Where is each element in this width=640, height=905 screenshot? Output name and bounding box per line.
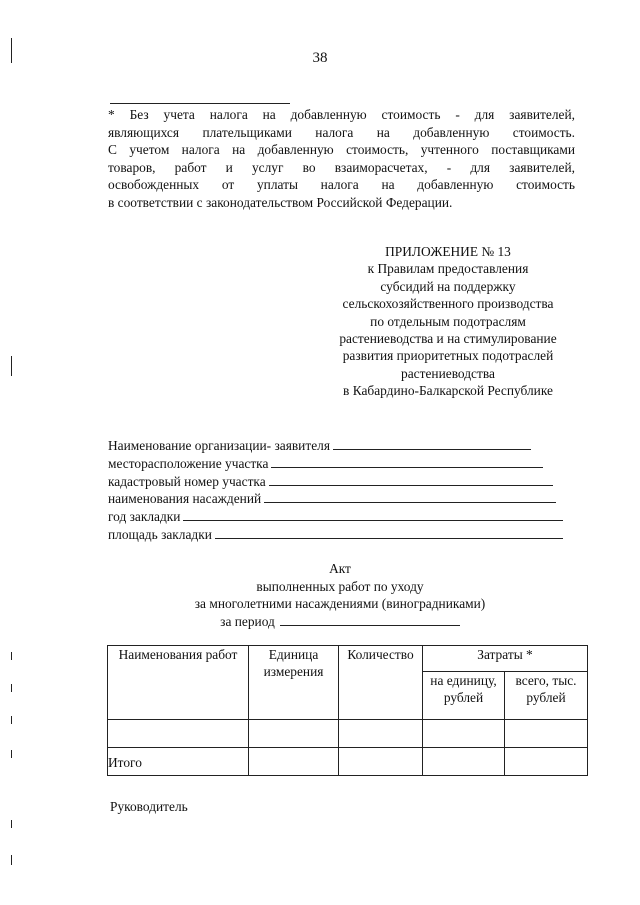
appendix-title: ПРИЛОЖЕНИЕ № 13 <box>385 244 511 259</box>
field-label: год закладки <box>108 509 181 525</box>
appendix-line: в Кабардино-Балкарской Республике <box>343 383 553 399</box>
act-heading <box>140 560 540 630</box>
margin-mark <box>11 356 12 376</box>
table-cell[interactable] <box>249 748 339 776</box>
period-input[interactable] <box>280 613 460 626</box>
period-label: за период <box>220 613 275 629</box>
footnote-line: С учетом налога на добавленную стоимость, учтенного поставщиками <box>108 142 575 157</box>
costs-table <box>107 645 588 776</box>
margin-mark <box>11 820 12 828</box>
header-total: всего, тыс. рублей <box>505 672 588 720</box>
table-cell[interactable] <box>249 720 339 748</box>
field-label: наименования насаждений <box>108 491 262 507</box>
table-row <box>108 720 588 748</box>
field-label: Наименование организации- заявителя <box>108 438 330 453</box>
field-organization <box>108 437 578 455</box>
margin-mark <box>11 855 12 865</box>
location-input[interactable] <box>271 455 543 468</box>
table-cell[interactable] <box>505 748 588 776</box>
appendix-line: развития приоритетных подотраслей <box>342 348 554 364</box>
footnote <box>108 106 575 211</box>
appendix-heading <box>300 243 596 400</box>
header-quantity: Количество <box>339 646 423 720</box>
field-cadastral-number <box>108 473 578 491</box>
plantings-input[interactable] <box>264 490 556 503</box>
total-row <box>108 748 588 776</box>
act-subtitle: выполненных работ по уходу <box>256 578 424 594</box>
total-label: Итого <box>108 748 249 776</box>
margin-mark <box>11 652 12 660</box>
table-cell[interactable] <box>423 748 505 776</box>
applicant-fields <box>108 437 578 544</box>
table-cell[interactable] <box>108 720 249 748</box>
appendix-line: субсидий на поддержку <box>380 278 516 294</box>
header-per-unit: на единицу, рублей <box>423 672 505 720</box>
field-label: кадастровый номер участка <box>108 473 266 489</box>
table-header-row <box>108 646 588 672</box>
table-cell[interactable] <box>339 748 423 776</box>
signature-label: Руководитель <box>110 799 188 814</box>
period-row <box>220 613 460 631</box>
table-cell[interactable] <box>423 720 505 748</box>
act-subtitle: за многолетними насаждениями (виноградниками) <box>194 596 486 612</box>
organization-input[interactable] <box>333 437 531 450</box>
footnote-line: освобожденных от уплаты налога на добавленную стоимость <box>108 177 575 192</box>
table-cell[interactable] <box>339 720 423 748</box>
appendix-line: сельскохозяйственного производства <box>342 296 554 312</box>
footnote-line: товаров, работ и услуг во взаиморасчетах, - для заявителей, <box>108 159 575 175</box>
appendix-line: растениеводства <box>401 365 495 381</box>
margin-mark <box>11 750 12 758</box>
footnote-line: являющихся плательщиками налога на добавленную стоимость. <box>108 124 575 140</box>
field-plantings <box>108 490 578 508</box>
margin-mark <box>11 684 12 692</box>
page-number: 38 <box>312 50 328 66</box>
cadastral-number-input[interactable] <box>269 473 553 486</box>
field-planting-area <box>108 526 578 544</box>
planting-area-input[interactable] <box>215 526 563 539</box>
appendix-line: к Правилам предоставления <box>367 261 529 277</box>
field-label: месторасположение участка <box>108 455 269 471</box>
field-label: площадь закладки <box>108 526 212 542</box>
footnote-line: в соответствии с законодательством Российской Федерации. <box>108 194 453 210</box>
margin-mark <box>11 716 12 724</box>
field-location <box>108 455 578 473</box>
header-costs: Затраты * <box>423 646 588 672</box>
footnote-separator <box>110 103 290 104</box>
header-work: Наименования работ <box>108 646 249 720</box>
act-title: Акт <box>329 561 351 576</box>
planting-year-input[interactable] <box>183 508 563 521</box>
appendix-line: по отдельным подотраслям <box>370 313 526 329</box>
header-unit: Единица измерения <box>249 646 339 720</box>
footnote-line: * Без учета налога на добавленную стоимость - для заявителей, <box>108 107 575 122</box>
appendix-line: растениеводства и на стимулирование <box>339 331 557 347</box>
table-cell[interactable] <box>505 720 588 748</box>
field-planting-year <box>108 508 578 526</box>
